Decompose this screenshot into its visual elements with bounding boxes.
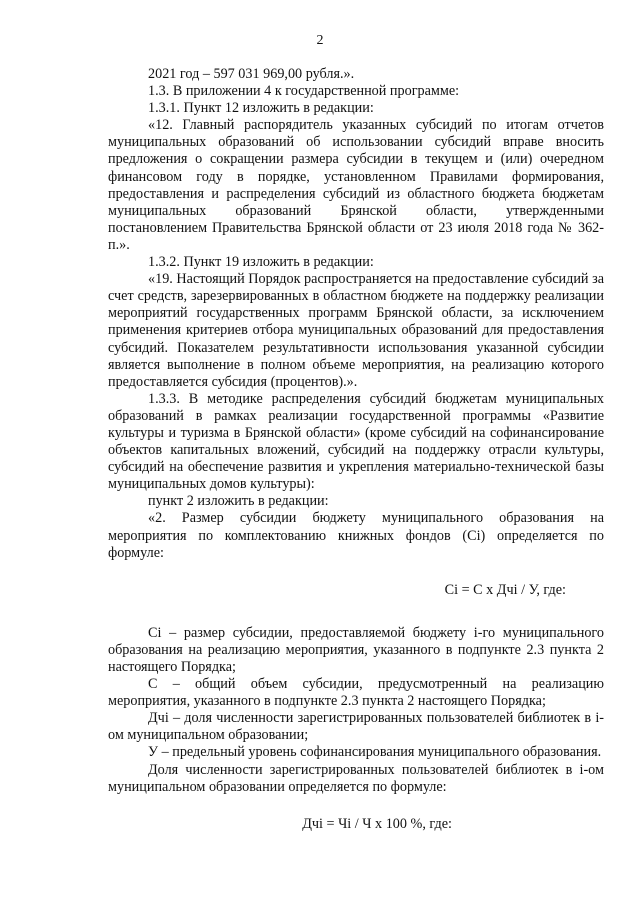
formula-subsidy: Ci = С х Дчi / У, где: <box>444 581 566 598</box>
paragraph-2021-total: 2021 год – 597 031 969,00 рубля.». <box>148 66 355 82</box>
paragraph-c-definition: С – общий объем субсидии, предусмотренный на реализацию мероприятия, указанного в подпункте 2.3 пункта 2 настоящего Порядка; <box>108 676 604 710</box>
paragraph-1-3-2: 1.3.2. Пункт 19 изложить в редакции: <box>148 254 374 271</box>
paragraph-u-definition: У – предельный уровень софинансирования муниципального образования. <box>148 744 602 761</box>
formula-share: Дчi = Чi / Ч х 100 %, где: <box>302 815 452 832</box>
paragraph-item-2: «2. Размер субсидии бюджету муниципального образования на мероприятия по комплектованию книжных фондов (Ci) определяется по формуле: <box>108 510 604 561</box>
paragraph-item-12: «12. Главный распорядитель указанных субсидий по итогам отчетов муниципальных образований об использовании субсидий вправе вносить предложения о сокращении размера субсидии в текущем и (или) очередном финансовом году в порядке, установленном Правилами формирования, предоставления и распределения субсидий из областного бюджета бюджетам муниципальных образований Брянской области, утвержденными постановлением Правительства Брянской области от 23 июля 2018 года № 362-п.». <box>108 117 604 253</box>
paragraph-1-3: 1.3. В приложении 4 к государственной программе: <box>148 83 460 100</box>
paragraph-1-3-3: 1.3.3. В методике распределения субсидий бюджетам муниципальных образований в рамках реализации государственной программы «Развитие культуры и туризма в Брянской области» (кроме субсидий на софинансирование объектов капитальных вложений, субсидий на поддержку отрасли культуры, субсидий на обеспечение развития и укрепления материально-технической базы муниципальных домов культуры): <box>108 390 604 493</box>
paragraph-ci-definition: Ci – размер субсидии, предоставляемой бюджету i-го муниципального образования на реализацию мероприятия, указанного в подпункте 2.3 пункта 2 настоящего Порядка; <box>108 624 604 675</box>
paragraph-share-intro: Доля численности зарегистрированных пользователей библиотек в i-ом муниципальном образовании определяется по формуле: <box>108 761 604 795</box>
paragraph-1-3-1: 1.3.1. Пункт 12 изложить в редакции: <box>148 100 374 117</box>
document-body <box>108 66 604 833</box>
paragraph-dchi-definition: Дчi – доля численности зарегистрированных пользователей библиотек в i-ом муниципальном образовании; <box>108 710 604 744</box>
page-number: 2 <box>316 33 324 48</box>
paragraph-item-2-intro: пункт 2 изложить в редакции: <box>148 493 329 510</box>
paragraph-item-19: «19. Настоящий Порядок распространяется на предоставление субсидий за счет средств, зарезервированных в областном бюджете на поддержку реализации мероприятий государственных программ Брянской области, за исключением применения критериев отбора муниципальных образований для предоставления субсидий. Показателем результативности использования указанной субсидии является выполнение в полном объеме мероприятия, на реализацию которого предоставляется субсидия (процентов).». <box>108 271 604 390</box>
